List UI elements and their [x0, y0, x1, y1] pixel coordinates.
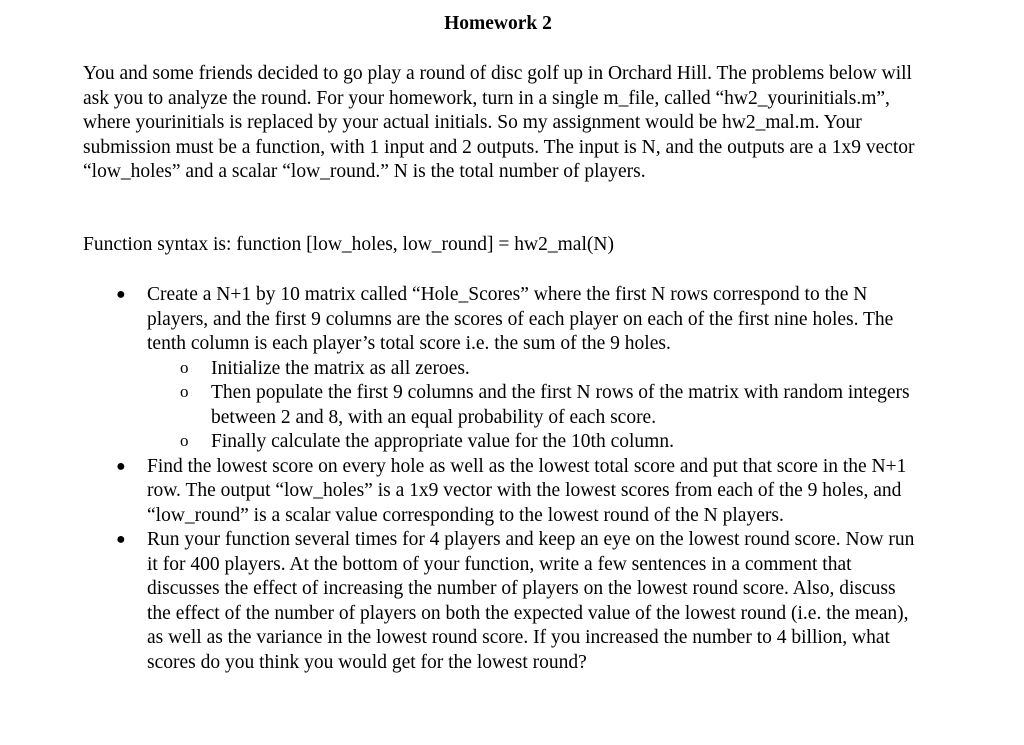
- intro-paragraph: You and some friends decided to go play a round of disc golf up in Orchard Hill. The problems below will ask you to analyze the round. For your homework, turn in a single m_file, called “hw2_yourinitials.m”, where yourinitials is replaced by your actual initials. So my assignment would be hw2_mal.m. Your submission must be a function, with 1 input and 2 outputs. The input is N, and the outputs are a 1x9 vector “low_holes” and a scalar “low_round.” N is the total number of players.: [83, 63, 915, 182]
- bullet-icon: ●: [116, 457, 126, 475]
- task-item-run-function: [0, 528, 917, 675]
- subtask-text: Then populate the first 9 columns and the first N rows of the matrix with random integers between 2 and 8, with an equal probability of each score.: [211, 382, 910, 428]
- hollow-bullet-icon: o: [180, 431, 189, 450]
- task-list: [0, 283, 1024, 675]
- task-text: Run your function several times for 4 players and keep an eye on the lowest round score. Now run it for 400 players. At the bottom of your function, write a few sentences in a comment that discusses the effect of increasing the number of players on the lowest round score. Also, discuss the effect of the number of players on both the expected value of the lowest round (i.e. the mean), as well as the variance in the lowest round score. If you increased the number to 4 billion, what scores do you think you would get for the lowest round?: [147, 529, 915, 673]
- subtask-text: Finally calculate the appropriate value for the 10th column.: [211, 431, 674, 452]
- subtask-item: [147, 381, 911, 430]
- subtask-list: [147, 357, 917, 455]
- bullet-icon: ●: [116, 286, 126, 303]
- task-text: Find the lowest score on every hole as well as the lowest total score and put that score in the N+1 row. The output “low_holes” is a 1x9 vector with the lowest scores from each of the 9 holes, and “low_round” is a scalar value corresponding to the lowest round of the N players.: [147, 455, 907, 526]
- subtask-item: [147, 357, 911, 382]
- subtask-item: [147, 430, 911, 455]
- page-title: Homework 2: [444, 13, 552, 34]
- hollow-bullet-icon: o: [180, 357, 189, 377]
- hollow-bullet-icon: o: [180, 382, 189, 401]
- task-item-lowest-score: [0, 455, 917, 529]
- bullet-icon: ●: [116, 531, 126, 548]
- task-item-create-matrix: [0, 283, 917, 455]
- task-text: Create a N+1 by 10 matrix called “Hole_Scores” where the first N rows correspond to the N players, and the first 9 columns are the scores of each player on each of the first nine holes. The tenth column is each player’s total score i.e. the sum of the 9 holes.: [147, 284, 894, 354]
- subtask-text: Initialize the matrix as all zeroes.: [211, 357, 470, 379]
- function-syntax: Function syntax is: function [low_holes, low_round] = hw2_mal(N): [83, 234, 614, 255]
